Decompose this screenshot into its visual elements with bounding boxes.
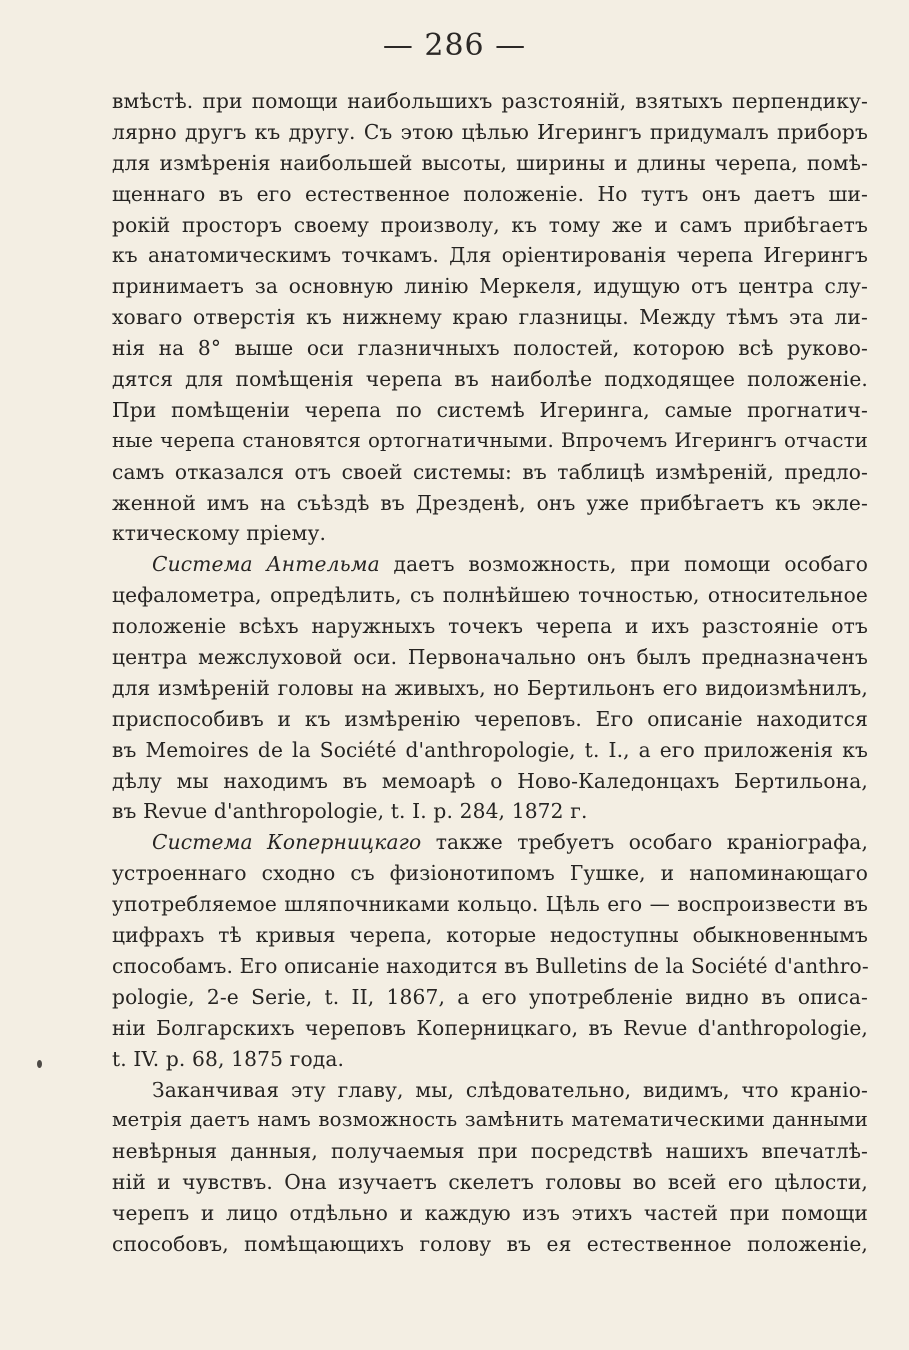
text-line: для измѣренія наибольшей высоты, ширины и длины черепа, помѣ- <box>112 150 868 175</box>
paragraph-ihering-system <box>112 86 868 549</box>
text-line <box>112 827 868 858</box>
text-line: невѣрныя данныя, получаемыя при посредствѣ нашихъ впечатлѣ- <box>112 1139 868 1164</box>
text-line: нія на 8° выше оси глазничныхъ полостей, которою всѣ руково- <box>112 336 868 361</box>
text-line: t. IV. p. 68, 1875 года. <box>112 1046 345 1071</box>
text-line: дятся для помѣщенія черепа въ наиболѣе подходящее положеніе. <box>112 367 868 392</box>
text-line: устроеннаго сходно съ физіонотипомъ Гушке, и напоминающаго <box>112 861 868 886</box>
text-line: для измѣреній головы на живыхъ, но Бертильонъ его видоизмѣнилъ, <box>112 675 868 700</box>
text-line: ктическому пріему. <box>112 521 327 546</box>
text-line: принимаетъ за основную линію Меркеля, идущую отъ центра слу- <box>112 274 868 299</box>
text-line: При помѣщеніи черепа по системѣ Игеринга, самые прогнатич- <box>112 397 868 422</box>
text-line: къ анатомическимъ точкамъ. Для оріентированія черепа Игерингъ <box>112 243 868 268</box>
system-name: Система Коперницкаго <box>152 830 422 855</box>
text-line: самъ отказался отъ своей системы: въ таблицѣ измѣреній, предло- <box>112 459 868 484</box>
text-line: цифрахъ тѣ кривыя черепа, которые недоступны обыкновеннымъ <box>112 923 868 948</box>
paragraph-conclusion <box>112 1075 868 1260</box>
text-line: употребляемое шляпочниками кольцо. Цѣль его — воспроизвести въ <box>112 892 868 917</box>
text-line: Заканчивая эту главу, мы, слѣдовательно, видимъ, что краніо- <box>152 1077 868 1102</box>
text-line: цефалометра, опредѣлить, съ полнѣйшею точностью, относительное <box>112 583 868 608</box>
text-line: способамъ. Его описаніе находится въ Bulletins de la Société d'anthro- <box>112 953 869 978</box>
text-line: метрія даетъ намъ возможность замѣнить математическими данными <box>112 1108 868 1132</box>
text-line: вмѣстѣ. при помощи наибольшихъ разстояній, взятыхъ перпендику- <box>112 89 868 113</box>
text-line: въ Memoires de la Société d'anthropologie, t. I., а его приложенія къ <box>112 737 868 762</box>
text-line: pologie, 2-e Serie, t. II, 1867, а его употребленіе видно въ описа- <box>112 984 868 1009</box>
text-line: черепъ и лицо отдѣльно и каждую изъ этихъ частей при помощи <box>112 1201 868 1226</box>
text-line: способовъ, помѣщающихъ голову въ ея естественное положеніе, <box>112 1231 868 1256</box>
page-number: — 286 — <box>382 28 527 63</box>
text-line-rest: даетъ возможность, при помощи особаго <box>379 552 868 577</box>
paragraph-anthelme-system <box>112 549 868 827</box>
text-line: дѣлу мы находимъ въ мемоарѣ о Ново-Каледонцахъ Бертильона, <box>112 768 868 793</box>
text-line: щеннаго въ его естественное положеніе. Но тутъ онъ даетъ ши- <box>112 181 868 206</box>
text-line: въ Revue d'anthropologie, t. I. p. 284, 1872 г. <box>112 799 588 824</box>
text-line: лярно другъ къ другу. Съ этою цѣлью Игерингъ придумалъ приборъ <box>112 119 868 144</box>
paragraph-kopernicki-system <box>112 827 868 1074</box>
text-line: положеніе всѣхъ наружныхъ точекъ черепа и ихъ разстояніе отъ <box>112 614 868 639</box>
text-line: приспособивъ и къ измѣренію череповъ. Его описаніе находится <box>112 706 868 731</box>
ink-speck <box>37 1060 42 1068</box>
text-line: рокій просторъ своему произволу, къ тому же и самъ прибѣгаетъ <box>112 212 868 237</box>
page-text <box>112 86 868 1260</box>
text-line: женной имъ на съѣздѣ въ Дрезденѣ, онъ уже прибѣгаетъ къ экле- <box>112 490 868 515</box>
text-line: ные черепа становятся ортогнатичными. Впрочемъ Игерингъ отчасти <box>112 428 868 452</box>
text-line: ній и чувствъ. Она изучаетъ скелетъ головы во всей его цѣлости, <box>112 1170 868 1195</box>
text-line: центра межслуховой оси. Первоначально онъ былъ предназначенъ <box>112 645 868 670</box>
text-line: ховаго отверстія къ нижнему краю глазницы. Между тѣмъ эта ли- <box>112 305 868 330</box>
text-line: ніи Болгарскихъ череповъ Коперницкаго, въ Revue d'anthropologie, <box>112 1015 868 1040</box>
system-name: Система Антельма <box>152 552 380 577</box>
text-line <box>112 549 868 580</box>
text-line-rest: также требуетъ особаго краніографа, <box>421 830 869 855</box>
